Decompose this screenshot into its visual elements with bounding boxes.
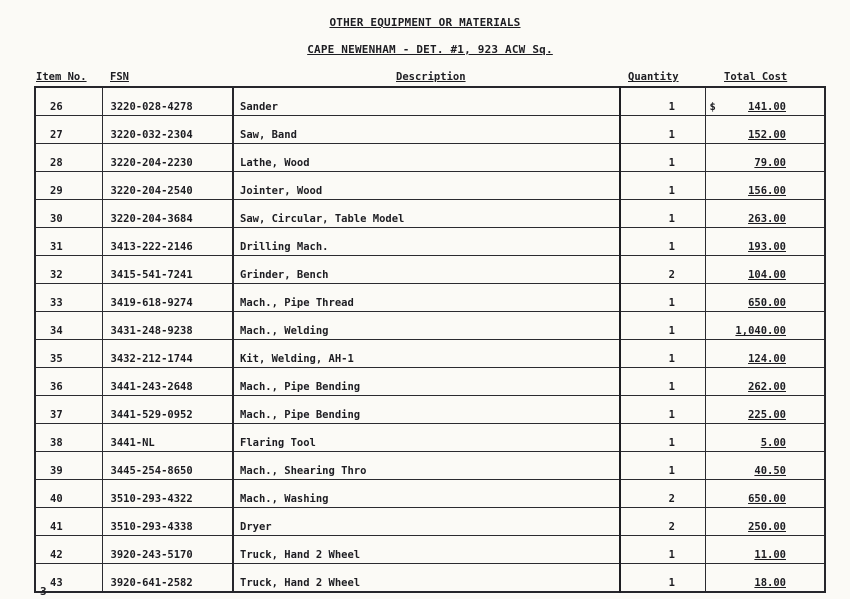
total-cost-value: 40.50 [754, 465, 786, 477]
table-row [35, 340, 825, 368]
total-cost-value: 1,040.00 [735, 325, 786, 337]
description-cell: Truck, Hand 2 Wheel [233, 564, 620, 593]
total-cost-value: 104.00 [748, 269, 786, 281]
fsn-cell: 3441-NL [102, 424, 233, 452]
table-row [35, 256, 825, 284]
currency-symbol: $ [709, 101, 716, 113]
quantity-cell: 1 [620, 564, 705, 593]
fsn-cell: 3220-028-4278 [102, 87, 233, 116]
document-title: OTHER EQUIPMENT OR MATERIALS [329, 16, 521, 29]
quantity-cell: 1 [620, 536, 705, 564]
total-cost-cell [705, 87, 825, 116]
item-number-cell: 30 [35, 200, 102, 228]
description-cell: Truck, Hand 2 Wheel [233, 536, 620, 564]
quantity-cell: 1 [620, 284, 705, 312]
fsn-cell: 3441-529-0952 [102, 396, 233, 424]
total-cost-cell [705, 116, 825, 144]
quantity-cell: 1 [620, 452, 705, 480]
total-cost-cell [705, 368, 825, 396]
table-row [35, 87, 825, 116]
description-cell: Saw, Band [233, 116, 620, 144]
description-cell: Kit, Welding, AH-1 [233, 340, 620, 368]
fsn-cell: 3441-243-2648 [102, 368, 233, 396]
table-row [35, 116, 825, 144]
total-cost-cell [705, 284, 825, 312]
quantity-cell: 1 [620, 368, 705, 396]
total-cost-value: 650.00 [748, 297, 786, 309]
quantity-cell: 1 [620, 87, 705, 116]
total-cost-cell [705, 564, 825, 593]
total-cost-cell [705, 508, 825, 536]
total-cost-value: 141.00 [748, 101, 786, 113]
total-cost-cell [705, 200, 825, 228]
description-cell: Jointer, Wood [233, 172, 620, 200]
equipment-table-body [35, 87, 825, 592]
table-row [35, 284, 825, 312]
fsn-cell: 3920-243-5170 [102, 536, 233, 564]
total-cost-cell [705, 536, 825, 564]
description-cell: Drilling Mach. [233, 228, 620, 256]
quantity-cell: 1 [620, 172, 705, 200]
total-cost-value: 5.00 [760, 437, 786, 449]
total-cost-cell [705, 256, 825, 284]
item-number-cell: 37 [35, 396, 102, 424]
quantity-cell: 1 [620, 424, 705, 452]
description-cell: Saw, Circular, Table Model [233, 200, 620, 228]
item-number-cell: 26 [35, 87, 102, 116]
total-cost-cell [705, 424, 825, 452]
total-cost-cell [705, 228, 825, 256]
fsn-cell: 3510-293-4338 [102, 508, 233, 536]
total-cost-cell [705, 144, 825, 172]
fsn-cell: 3419-618-9274 [102, 284, 233, 312]
item-number-cell: 43 [35, 564, 102, 593]
table-row [35, 228, 825, 256]
total-cost-cell [705, 340, 825, 368]
total-cost-value: 18.00 [754, 577, 786, 589]
description-cell: Dryer [233, 508, 620, 536]
item-number-cell: 41 [35, 508, 102, 536]
total-cost-cell [705, 452, 825, 480]
quantity-cell: 2 [620, 508, 705, 536]
item-number-cell: 36 [35, 368, 102, 396]
item-number-cell: 29 [35, 172, 102, 200]
item-number-cell: 33 [35, 284, 102, 312]
total-cost-value: 225.00 [748, 409, 786, 421]
quantity-cell: 2 [620, 480, 705, 508]
page-number: 3 [40, 585, 47, 598]
total-cost-cell [705, 172, 825, 200]
quantity-cell: 1 [620, 144, 705, 172]
quantity-cell: 1 [620, 312, 705, 340]
table-row [35, 312, 825, 340]
total-cost-cell [705, 480, 825, 508]
column-header-fsn: FSN [110, 71, 129, 83]
total-cost-cell [705, 396, 825, 424]
total-cost-value: 250.00 [748, 521, 786, 533]
total-cost-value: 262.00 [748, 381, 786, 393]
fsn-cell: 3220-204-2230 [102, 144, 233, 172]
description-cell: Mach., Pipe Bending [233, 396, 620, 424]
description-cell: Mach., Welding [233, 312, 620, 340]
item-number-cell: 42 [35, 536, 102, 564]
total-cost-cell [705, 312, 825, 340]
quantity-cell: 2 [620, 256, 705, 284]
item-number-cell: 40 [35, 480, 102, 508]
column-header-quantity: Quantity [628, 71, 679, 83]
document-subtitle: CAPE NEWENHAM - DET. #1, 923 ACW Sq. [307, 43, 553, 56]
description-cell: Sander [233, 87, 620, 116]
total-cost-value: 193.00 [748, 241, 786, 253]
item-number-cell: 32 [35, 256, 102, 284]
table-row [35, 144, 825, 172]
description-cell: Mach., Washing [233, 480, 620, 508]
column-header-item-no: Item No. [36, 71, 87, 83]
quantity-cell: 1 [620, 228, 705, 256]
table-row [35, 536, 825, 564]
table-row [35, 424, 825, 452]
fsn-cell: 3220-204-2540 [102, 172, 233, 200]
fsn-cell: 3432-212-1744 [102, 340, 233, 368]
item-number-cell: 39 [35, 452, 102, 480]
item-number-cell: 27 [35, 116, 102, 144]
fsn-cell: 3415-541-7241 [102, 256, 233, 284]
table-row [35, 452, 825, 480]
fsn-cell: 3510-293-4322 [102, 480, 233, 508]
total-cost-value: 11.00 [754, 549, 786, 561]
item-number-cell: 28 [35, 144, 102, 172]
item-number-cell: 38 [35, 424, 102, 452]
fsn-cell: 3445-254-8650 [102, 452, 233, 480]
description-cell: Grinder, Bench [233, 256, 620, 284]
table-row [35, 200, 825, 228]
description-cell: Lathe, Wood [233, 144, 620, 172]
column-header-description: Description [396, 71, 466, 83]
table-row [35, 508, 825, 536]
description-cell: Mach., Pipe Thread [233, 284, 620, 312]
quantity-cell: 1 [620, 200, 705, 228]
item-number-cell: 34 [35, 312, 102, 340]
fsn-cell: 3413-222-2146 [102, 228, 233, 256]
total-cost-value: 156.00 [748, 185, 786, 197]
total-cost-value: 124.00 [748, 353, 786, 365]
description-cell: Mach., Shearing Thro [233, 452, 620, 480]
total-cost-value: 263.00 [748, 213, 786, 225]
table-row [35, 172, 825, 200]
quantity-cell: 1 [620, 396, 705, 424]
description-cell: Mach., Pipe Bending [233, 368, 620, 396]
equipment-table [34, 86, 826, 593]
item-number-cell: 35 [35, 340, 102, 368]
fsn-cell: 3220-204-3684 [102, 200, 233, 228]
table-row [35, 368, 825, 396]
quantity-cell: 1 [620, 116, 705, 144]
table-row [35, 396, 825, 424]
description-cell: Flaring Tool [233, 424, 620, 452]
table-row [35, 480, 825, 508]
table-row [35, 564, 825, 593]
quantity-cell: 1 [620, 340, 705, 368]
fsn-cell: 3220-032-2304 [102, 116, 233, 144]
total-cost-value: 79.00 [754, 157, 786, 169]
fsn-cell: 3920-641-2582 [102, 564, 233, 593]
total-cost-value: 650.00 [748, 493, 786, 505]
fsn-cell: 3431-248-9238 [102, 312, 233, 340]
column-header-total-cost: Total Cost [724, 71, 788, 83]
item-number-cell: 31 [35, 228, 102, 256]
total-cost-value: 152.00 [748, 129, 786, 141]
